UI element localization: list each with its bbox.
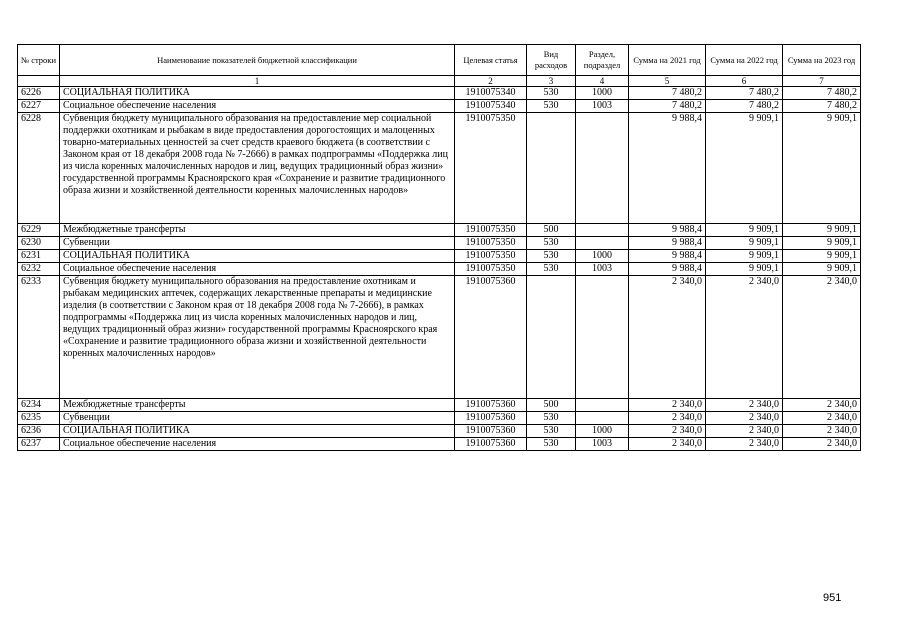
expense-type-cell: 530 (527, 100, 576, 113)
target-article-cell: 1910075360 (455, 399, 527, 412)
row-number-cell: 6233 (18, 276, 60, 399)
sum-2022-cell: 2 340,0 (706, 438, 783, 451)
header-name: Наименование показателей бюджетной классификации (60, 45, 455, 76)
indicator-name-cell: СОЦИАЛЬНАЯ ПОЛИТИКА (60, 87, 455, 100)
sum-2021-cell: 2 340,0 (629, 438, 706, 451)
table-row (18, 224, 861, 237)
sum-2021-cell: 9 988,4 (629, 224, 706, 237)
target-article-cell: 1910075360 (455, 276, 527, 399)
row-number-cell: 6226 (18, 87, 60, 100)
row-number-cell: 6227 (18, 100, 60, 113)
indicator-name-cell: Социальное обеспечение населения (60, 263, 455, 276)
row-number-cell: 6237 (18, 438, 60, 451)
column-number: 1 (60, 76, 455, 87)
expense-type-cell: 500 (527, 224, 576, 237)
expense-type-cell: 530 (527, 87, 576, 100)
target-article-cell: 1910075350 (455, 263, 527, 276)
column-number: 5 (629, 76, 706, 87)
target-article-cell: 1910075360 (455, 412, 527, 425)
row-number-cell: 6231 (18, 250, 60, 263)
sum-2021-cell: 7 480,2 (629, 87, 706, 100)
header-row-num: № строки (18, 45, 60, 76)
table-row (18, 263, 861, 276)
indicator-name-cell: СОЦИАЛЬНАЯ ПОЛИТИКА (60, 250, 455, 263)
section-cell (576, 412, 629, 425)
page-number: 951 (823, 592, 842, 604)
indicator-name-cell: Субвенции (60, 237, 455, 250)
row-number-cell: 6230 (18, 237, 60, 250)
sum-2023-cell: 2 340,0 (783, 438, 861, 451)
target-article-cell: 1910075350 (455, 250, 527, 263)
indicator-name-cell: СОЦИАЛЬНАЯ ПОЛИТИКА (60, 425, 455, 438)
section-cell: 1000 (576, 87, 629, 100)
row-number-cell: 6229 (18, 224, 60, 237)
section-cell: 1003 (576, 438, 629, 451)
table-row (18, 113, 861, 224)
sum-2021-cell: 9 988,4 (629, 237, 706, 250)
header-target: Целевая статья (455, 45, 527, 76)
sum-2022-cell: 7 480,2 (706, 87, 783, 100)
indicator-name-cell: Субвенция бюджету муниципального образования на предоставление охотникам и рыбакам медицинских аптечек, содержащих лекарственные препараты и медицинские изделия (в соответствии с Законом края от 18 декабря 2008 года № 7-2666), в рамках подпрограммы «Поддержка лиц из числа коренных малочисленных народов и лиц, ведущих традиционный образ жизни» государственной программы Красноярского края «Сохранение и развитие традиционного образа жизни и хозяйственной деятельности коренных малочисленных народов» (60, 276, 455, 399)
sum-2023-cell: 2 340,0 (783, 425, 861, 438)
header-vid: Вид расходов (527, 45, 576, 76)
table-row (18, 399, 861, 412)
sum-2021-cell: 9 988,4 (629, 250, 706, 263)
target-article-cell: 1910075340 (455, 87, 527, 100)
column-number: 3 (527, 76, 576, 87)
column-number: 2 (455, 76, 527, 87)
expense-type-cell: 530 (527, 250, 576, 263)
sum-2022-cell: 2 340,0 (706, 412, 783, 425)
sum-2021-cell: 2 340,0 (629, 276, 706, 399)
indicator-name-cell: Субвенции (60, 412, 455, 425)
indicator-name-cell: Социальное обеспечение населения (60, 100, 455, 113)
sum-2021-cell: 9 988,4 (629, 263, 706, 276)
sum-2023-cell: 9 909,1 (783, 263, 861, 276)
column-number: 4 (576, 76, 629, 87)
section-cell (576, 237, 629, 250)
sum-2023-cell: 9 909,1 (783, 113, 861, 224)
target-article-cell: 1910075360 (455, 425, 527, 438)
indicator-name-cell: Социальное обеспечение населения (60, 438, 455, 451)
sum-2022-cell: 9 909,1 (706, 237, 783, 250)
row-number-cell: 6236 (18, 425, 60, 438)
expense-type-cell: 530 (527, 263, 576, 276)
sum-2023-cell: 7 480,2 (783, 87, 861, 100)
sum-2022-cell: 7 480,2 (706, 100, 783, 113)
section-cell (576, 276, 629, 399)
section-cell: 1003 (576, 100, 629, 113)
expense-type-cell: 530 (527, 438, 576, 451)
budget-table (17, 44, 861, 451)
sum-2023-cell: 9 909,1 (783, 224, 861, 237)
row-number-cell: 6234 (18, 399, 60, 412)
sum-2022-cell: 9 909,1 (706, 224, 783, 237)
sum-2022-cell: 9 909,1 (706, 250, 783, 263)
indicator-name-cell: Субвенция бюджету муниципального образования на предоставление мер социальной поддержки охотникам и рыбакам в виде предоставления дорогостоящих и малоценных товарно-материальных ценностей за счет средств краевого бюджета (в соответствии с Законом края от 18 декабря 2008 года № 7-2666) в рамках подпрограммы «Поддержка лиц из числа коренных малочисленных народов и лиц, ведущих традиционный образ жизни» государственной программы Красноярского края «Сохранение и развитие традиционного образа жизни и хозяйственной деятельности коренных малочисленных народов» (60, 113, 455, 224)
sum-2021-cell: 2 340,0 (629, 425, 706, 438)
section-cell: 1000 (576, 425, 629, 438)
column-number: 6 (706, 76, 783, 87)
column-number: 7 (783, 76, 861, 87)
row-number-cell: 6232 (18, 263, 60, 276)
expense-type-cell: 500 (527, 399, 576, 412)
indicator-name-cell: Межбюджетные трансферты (60, 399, 455, 412)
row-number-cell: 6228 (18, 113, 60, 224)
sum-2023-cell: 9 909,1 (783, 237, 861, 250)
table-row (18, 237, 861, 250)
table-row (18, 438, 861, 451)
target-article-cell: 1910075350 (455, 237, 527, 250)
target-article-cell: 1910075340 (455, 100, 527, 113)
header-sum-2022: Сумма на 2022 год (706, 45, 783, 76)
target-article-cell: 1910075350 (455, 113, 527, 224)
table-body (18, 87, 861, 451)
expense-type-cell (527, 113, 576, 224)
sum-2021-cell: 2 340,0 (629, 412, 706, 425)
section-cell (576, 399, 629, 412)
sum-2022-cell: 2 340,0 (706, 399, 783, 412)
header-sum-2021: Сумма на 2021 год (629, 45, 706, 76)
sum-2023-cell: 2 340,0 (783, 412, 861, 425)
sum-2022-cell: 9 909,1 (706, 263, 783, 276)
header-razdel: Раздел, подраздел (576, 45, 629, 76)
sum-2023-cell: 2 340,0 (783, 276, 861, 399)
expense-type-cell: 530 (527, 425, 576, 438)
target-article-cell: 1910075360 (455, 438, 527, 451)
header-row (18, 45, 861, 76)
table-row (18, 412, 861, 425)
target-article-cell: 1910075350 (455, 224, 527, 237)
section-cell (576, 113, 629, 224)
row-number-cell: 6235 (18, 412, 60, 425)
sum-2023-cell: 7 480,2 (783, 100, 861, 113)
section-cell (576, 224, 629, 237)
expense-type-cell: 530 (527, 237, 576, 250)
header-sum-2023: Сумма на 2023 год (783, 45, 861, 76)
table-row (18, 87, 861, 100)
sum-2023-cell: 2 340,0 (783, 399, 861, 412)
table-row (18, 425, 861, 438)
sum-2021-cell: 7 480,2 (629, 100, 706, 113)
column-number (18, 76, 60, 87)
section-cell: 1003 (576, 263, 629, 276)
table-row (18, 250, 861, 263)
table-row (18, 100, 861, 113)
sum-2022-cell: 2 340,0 (706, 276, 783, 399)
sum-2021-cell: 9 988,4 (629, 113, 706, 224)
expense-type-cell: 530 (527, 412, 576, 425)
expense-type-cell (527, 276, 576, 399)
sum-2022-cell: 2 340,0 (706, 425, 783, 438)
table-row (18, 276, 861, 399)
column-number-row (18, 76, 861, 87)
sum-2023-cell: 9 909,1 (783, 250, 861, 263)
indicator-name-cell: Межбюджетные трансферты (60, 224, 455, 237)
sum-2022-cell: 9 909,1 (706, 113, 783, 224)
sum-2021-cell: 2 340,0 (629, 399, 706, 412)
section-cell: 1000 (576, 250, 629, 263)
